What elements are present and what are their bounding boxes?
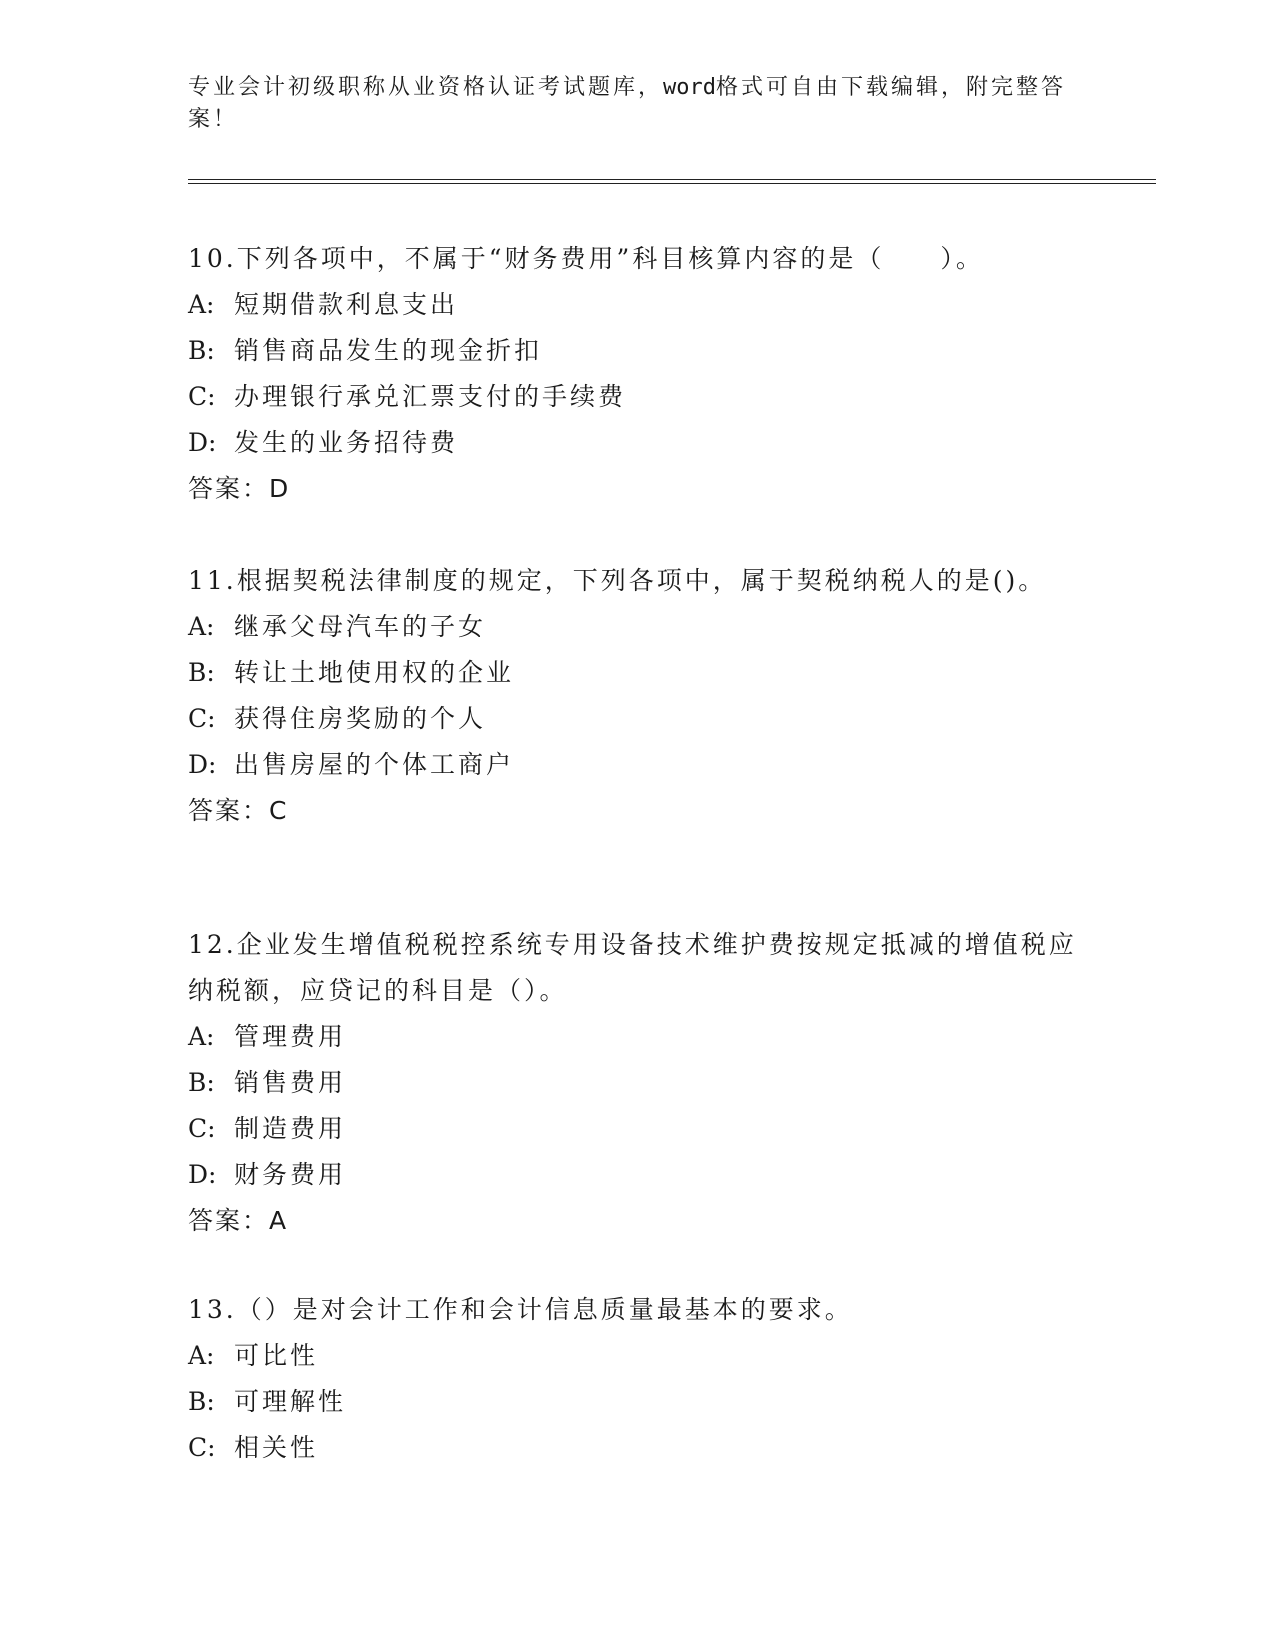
answer-line: 答案：D (188, 474, 291, 503)
answer-line: 答案：A (188, 1206, 289, 1235)
option-key: A: (188, 1341, 215, 1370)
option-key: B: (188, 1387, 215, 1416)
option-key: B: (188, 658, 215, 687)
option-key: D: (188, 750, 217, 779)
question-stem: 10.下列各项中，不属于“财务费用”科目核算内容的是（ ）。 (188, 244, 984, 273)
option-d (188, 742, 1088, 788)
question-10 (188, 236, 1088, 512)
option-text: 办理银行承兑汇票支付的手续费 (234, 382, 627, 411)
question-12 (188, 922, 1088, 1244)
option-key: A: (188, 612, 215, 641)
option-c (188, 374, 1088, 420)
option-key: C: (188, 704, 216, 733)
option-a (188, 604, 1088, 650)
question-stem: 11.根据契税法律制度的规定，下列各项中，属于契税纳税人的是()。 (188, 566, 1047, 595)
option-key: C: (188, 382, 216, 411)
option-text: 可理解性 (234, 1387, 347, 1416)
option-c (188, 1106, 1088, 1152)
option-a (188, 282, 1088, 328)
question-stem: 12.企业发生增值税税控系统专用设备技术维护费按规定抵减的增值税应纳税额，应贷记的科目是（）。 (188, 930, 1077, 1005)
option-b (188, 1379, 1088, 1425)
question-13 (188, 1287, 1088, 1471)
option-text: 出售房屋的个体工商户 (234, 750, 515, 779)
option-key: B: (188, 1068, 215, 1097)
header-divider-bottom (188, 183, 1156, 184)
option-key: C: (188, 1114, 216, 1143)
header-text-after: 格式可自由下载编辑，附完整答案！ (188, 75, 1067, 132)
option-b (188, 650, 1088, 696)
option-key: C: (188, 1433, 216, 1462)
option-key: A: (188, 1022, 215, 1051)
option-key: D: (188, 428, 217, 457)
question-11 (188, 558, 1088, 834)
header-divider-top (188, 179, 1156, 180)
header-text-before: 专业会计初级职称从业资格认证考试题库， (188, 75, 664, 100)
option-text: 制造费用 (234, 1114, 347, 1143)
option-c (188, 696, 1088, 742)
option-b (188, 328, 1088, 374)
header-text-word: word (663, 75, 716, 100)
option-text: 获得住房奖励的个人 (234, 704, 487, 733)
option-text: 相关性 (234, 1433, 319, 1462)
option-text: 短期借款利息支出 (234, 290, 459, 319)
option-a (188, 1333, 1088, 1379)
option-text: 发生的业务招待费 (234, 428, 459, 457)
option-d (188, 1152, 1088, 1198)
document-header (188, 72, 1088, 136)
answer-line: 答案：C (188, 796, 289, 825)
option-key: A: (188, 290, 215, 319)
option-text: 销售费用 (234, 1068, 347, 1097)
option-text: 可比性 (234, 1341, 319, 1370)
option-text: 财务费用 (234, 1160, 347, 1189)
question-stem: 13.（）是对会计工作和会计信息质量最基本的要求。 (188, 1295, 853, 1324)
option-text: 管理费用 (234, 1022, 347, 1051)
option-key: D: (188, 1160, 217, 1189)
option-text: 销售商品发生的现金折扣 (234, 336, 543, 365)
option-key: B: (188, 336, 215, 365)
option-b (188, 1060, 1088, 1106)
option-a (188, 1014, 1088, 1060)
option-text: 转让土地使用权的企业 (234, 658, 515, 687)
option-d (188, 420, 1088, 466)
option-text: 继承父母汽车的子女 (234, 612, 487, 641)
option-c (188, 1425, 1088, 1471)
